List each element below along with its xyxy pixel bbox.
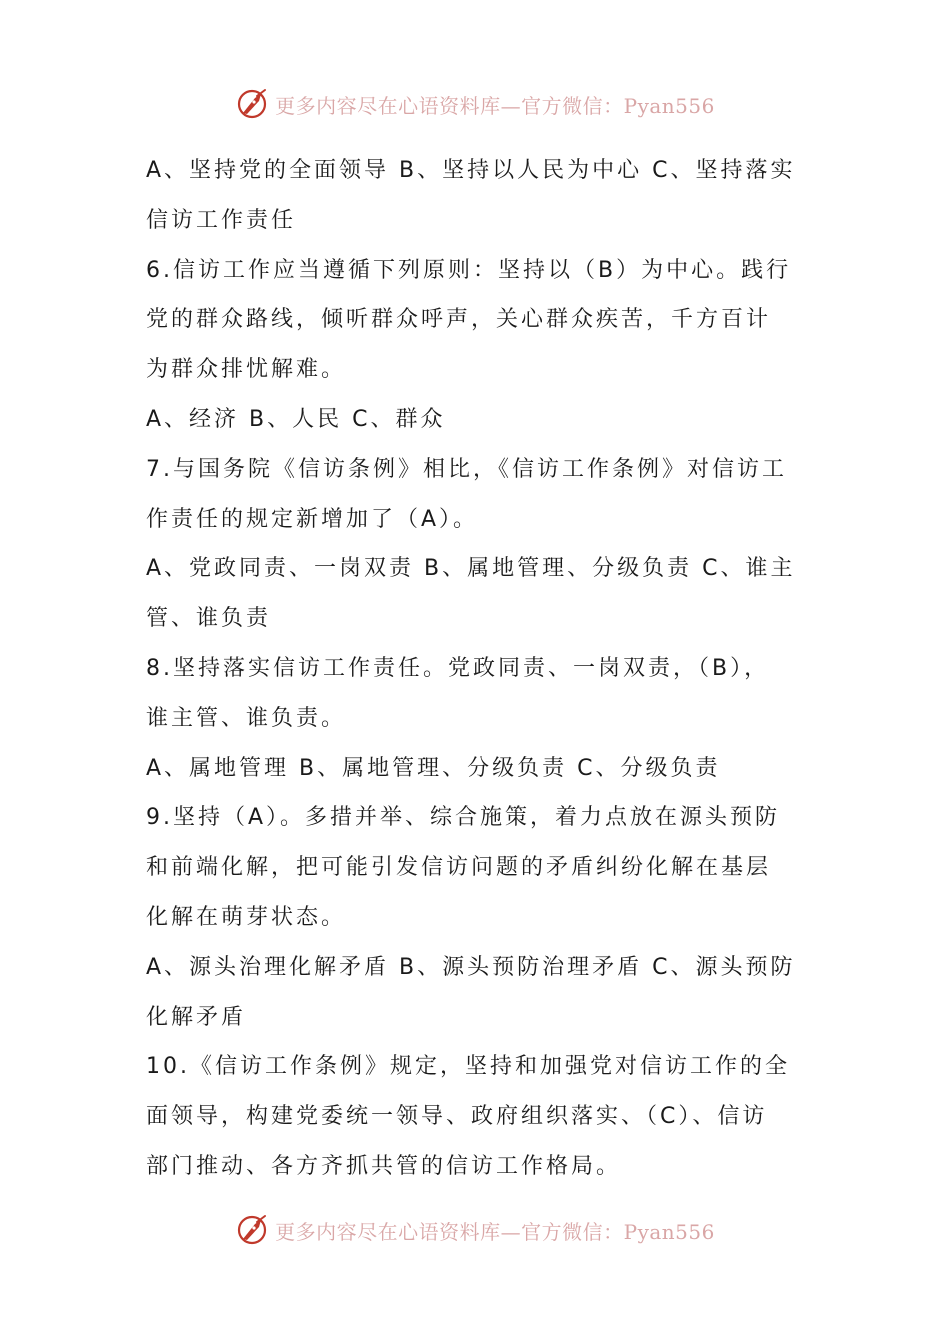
header-banner-text: 更多内容尽在心语资料库—官方微信：Pyan556 (275, 93, 715, 118)
text-line: 9.坚持（A）。多措并举、综合施策，着力点放在源头预防 (146, 805, 781, 831)
text-line: 6.信访工作应当遵循下列原则：坚持以（B）为中心。践行 (146, 257, 792, 283)
document-body (146, 146, 810, 1192)
text-line: 化解矛盾 (146, 1004, 247, 1030)
text-line: 作责任的规定新增加了（A）。 (146, 506, 479, 532)
text-line: 管、谁负责 (146, 606, 272, 632)
text-line: 7.与国务院《信访条例》相比，《信访工作条例》对信访工 (146, 456, 787, 482)
text-line: A、属地管理 B、属地管理、分级负责 C、分级负责 (146, 755, 721, 781)
pen-nib-logo-icon (235, 1212, 271, 1248)
text-line: A、经济 B、人民 C、群众 (146, 406, 446, 432)
text-line: A、党政同责、一岗双责 B、属地管理、分级负责 C、谁主 (146, 556, 796, 582)
text-line: 面领导，构建党委统一领导、政府组织落实、（C）、信访 (146, 1104, 768, 1130)
text-line: A、源头治理化解矛盾 B、源头预防治理矛盾 C、源头预防 (146, 954, 796, 980)
header-banner (0, 84, 950, 124)
text-line: A、坚持党的全面领导 B、坚持以人民为中心 C、坚持落实 (146, 158, 796, 183)
text-line: 10.《信访工作条例》规定，坚持和加强党对信访工作的全 (146, 1054, 790, 1080)
text-line: 化解在萌芽状态。 (146, 904, 347, 930)
pen-nib-logo-icon (235, 86, 271, 122)
footer-banner (0, 1210, 950, 1250)
text-line: 信访工作责任 (146, 207, 297, 233)
text-line: 和前端化解，把可能引发信访问题的矛盾纠纷化解在基层 (146, 855, 772, 881)
text-line: 谁主管、谁负责。 (146, 705, 347, 731)
text-line: 部门推动、各方齐抓共管的信访工作格局。 (146, 1153, 622, 1179)
text-line: 8.坚持落实信访工作责任。党政同责、一岗双责，（B）， (146, 655, 770, 681)
footer-banner-text: 更多内容尽在心语资料库—官方微信：Pyan556 (275, 1219, 715, 1244)
text-line: 党的群众路线，倾听群众呼声，关心群众疾苦，千方百计 (146, 307, 772, 333)
text-line: 为群众排忧解难。 (146, 357, 347, 383)
